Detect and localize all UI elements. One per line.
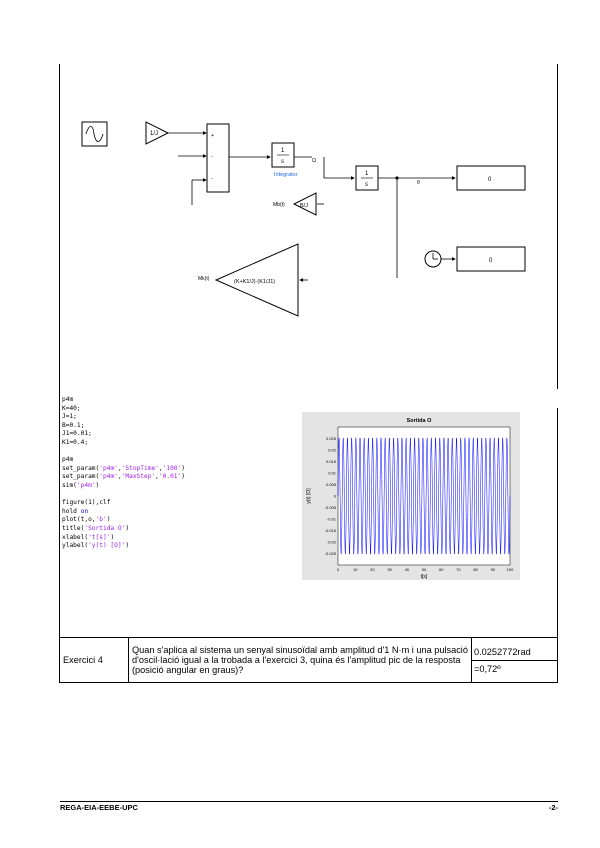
scope2-value: 0 — [489, 258, 493, 264]
sum-block[interactable] — [207, 124, 229, 192]
y-tick-label: 0.005 — [325, 482, 336, 487]
spring-gain-block[interactable] — [216, 244, 298, 316]
x-tick-label: 30 — [387, 567, 392, 572]
answer-line-2: =0,72º — [474, 663, 501, 674]
exercise-label: Exercici 4 — [60, 638, 129, 683]
code-line: xlabel('t[s]') — [62, 533, 115, 541]
y-tick-label: 0.025 — [325, 436, 336, 441]
plot-xlabel: t[s] — [420, 574, 428, 580]
exercise-row — [60, 638, 558, 683]
footer-left: REGA-EIA-EEBE-UPC — [60, 803, 138, 812]
sine-wave-block[interactable] — [82, 122, 107, 146]
y-tick-label: -0.025 — [324, 551, 336, 556]
plot-xticks — [337, 567, 514, 572]
clock-block[interactable] — [425, 251, 441, 267]
code-line: p4m — [62, 396, 74, 403]
code-line: B=0.1; — [62, 421, 85, 429]
integrator2-den: s — [365, 182, 368, 188]
frame-right-line — [557, 64, 558, 389]
plot-yticks — [325, 436, 337, 556]
sum-sign-1: + — [211, 133, 214, 139]
integrator1-num: 1 — [281, 148, 285, 154]
x-tick-label: 40 — [404, 567, 410, 572]
integrator1-den: s — [281, 159, 284, 165]
integrator-caption: Integrator — [274, 172, 298, 178]
exercise-question: Quan s'aplica al sistema un senyal sinusoïdal amb amplitud d'1 N·m i una pulsació d'oscil·lació igual a la trobada a l'exercici 3, quina és l'amplitud pic de la resposta (posició angular en graus)? — [129, 638, 472, 683]
code-line: J1=0.01; — [62, 430, 92, 438]
code-line: K=40; — [62, 404, 81, 412]
x-tick-label: 90 — [490, 567, 496, 572]
code-line: sim('p4m') — [62, 481, 100, 489]
sum-sign-2: - — [211, 154, 213, 160]
x-tick-label: 10 — [352, 567, 358, 572]
y-tick-label: 0.01 — [328, 470, 336, 476]
code-line: p4m — [62, 456, 74, 464]
code-line: J=1; — [62, 413, 77, 421]
y-tick-label: -0.005 — [324, 505, 336, 510]
integrator-block-2[interactable] — [356, 166, 378, 190]
to-workspace-time[interactable] — [457, 247, 525, 271]
damping-gain-block[interactable] — [294, 193, 316, 215]
x-tick-label: 60 — [438, 567, 444, 572]
exercise-answer — [472, 638, 558, 683]
damping-gain-label: B/J — [300, 203, 308, 209]
code-line — [62, 491, 185, 500]
plot-ylabel: y(t) [O] — [306, 488, 312, 504]
integrator-block-1[interactable] — [272, 143, 294, 167]
x-tick-label: 20 — [370, 567, 375, 572]
footer-page-number: -2- — [548, 803, 558, 812]
x-tick-label: 50 — [421, 567, 427, 572]
code-line — [62, 448, 185, 457]
x-tick-label: 0 — [336, 567, 340, 572]
y-tick-label: -0.02 — [326, 539, 336, 545]
matlab-code — [62, 396, 185, 551]
plot-figure — [302, 412, 520, 580]
plot-title: Sortida O — [406, 418, 432, 424]
exercise-table — [59, 637, 558, 683]
code-line: hold on — [62, 507, 89, 515]
spring-gain-label: (K+K1/J)·(K1/J1) — [234, 279, 276, 285]
code-line: set_param('p4m','StopTime','100') — [62, 464, 186, 472]
omega-label: Ω — [312, 158, 317, 164]
to-workspace-theta[interactable] — [457, 166, 525, 190]
y-tick-label: -0.01 — [326, 516, 336, 522]
gain-block-1-over-j[interactable] — [146, 122, 168, 144]
y-tick-label: 0.015 — [325, 459, 336, 464]
code-line: title('Sortida O') — [62, 524, 130, 532]
y-tick-label: -0.015 — [324, 528, 336, 533]
sum-sign-3: - — [211, 176, 213, 182]
gain-label: 1/J — [150, 131, 159, 137]
code-line: set_param('p4m','MaxStep','0.01') — [62, 473, 185, 481]
x-tick-label: 70 — [456, 567, 461, 572]
y-tick-label: 0 — [333, 493, 336, 499]
code-line: figure(1),clf — [62, 499, 111, 507]
theta-label: θ — [417, 180, 420, 186]
frame-right-line-lower — [557, 408, 558, 637]
code-line: K1=0.4; — [62, 438, 89, 446]
plot-svg — [302, 412, 520, 580]
damping-signal-label: Mb(t) — [273, 202, 285, 208]
spring-signal-label: Mk(t) — [198, 276, 210, 282]
y-tick-label: 0.02 — [328, 447, 336, 453]
page-footer — [60, 801, 558, 812]
x-tick-label: 80 — [473, 567, 478, 572]
scope1-value: 0 — [488, 177, 492, 183]
simulink-diagram — [60, 100, 557, 340]
answer-line-1: 0.0252772rad — [472, 644, 557, 661]
integrator2-num: 1 — [365, 171, 369, 177]
code-line: plot(t,o,'b') — [62, 516, 111, 524]
code-line: ylabel('y(t) [O]') — [62, 542, 130, 550]
x-tick-label: 100 — [506, 567, 514, 572]
